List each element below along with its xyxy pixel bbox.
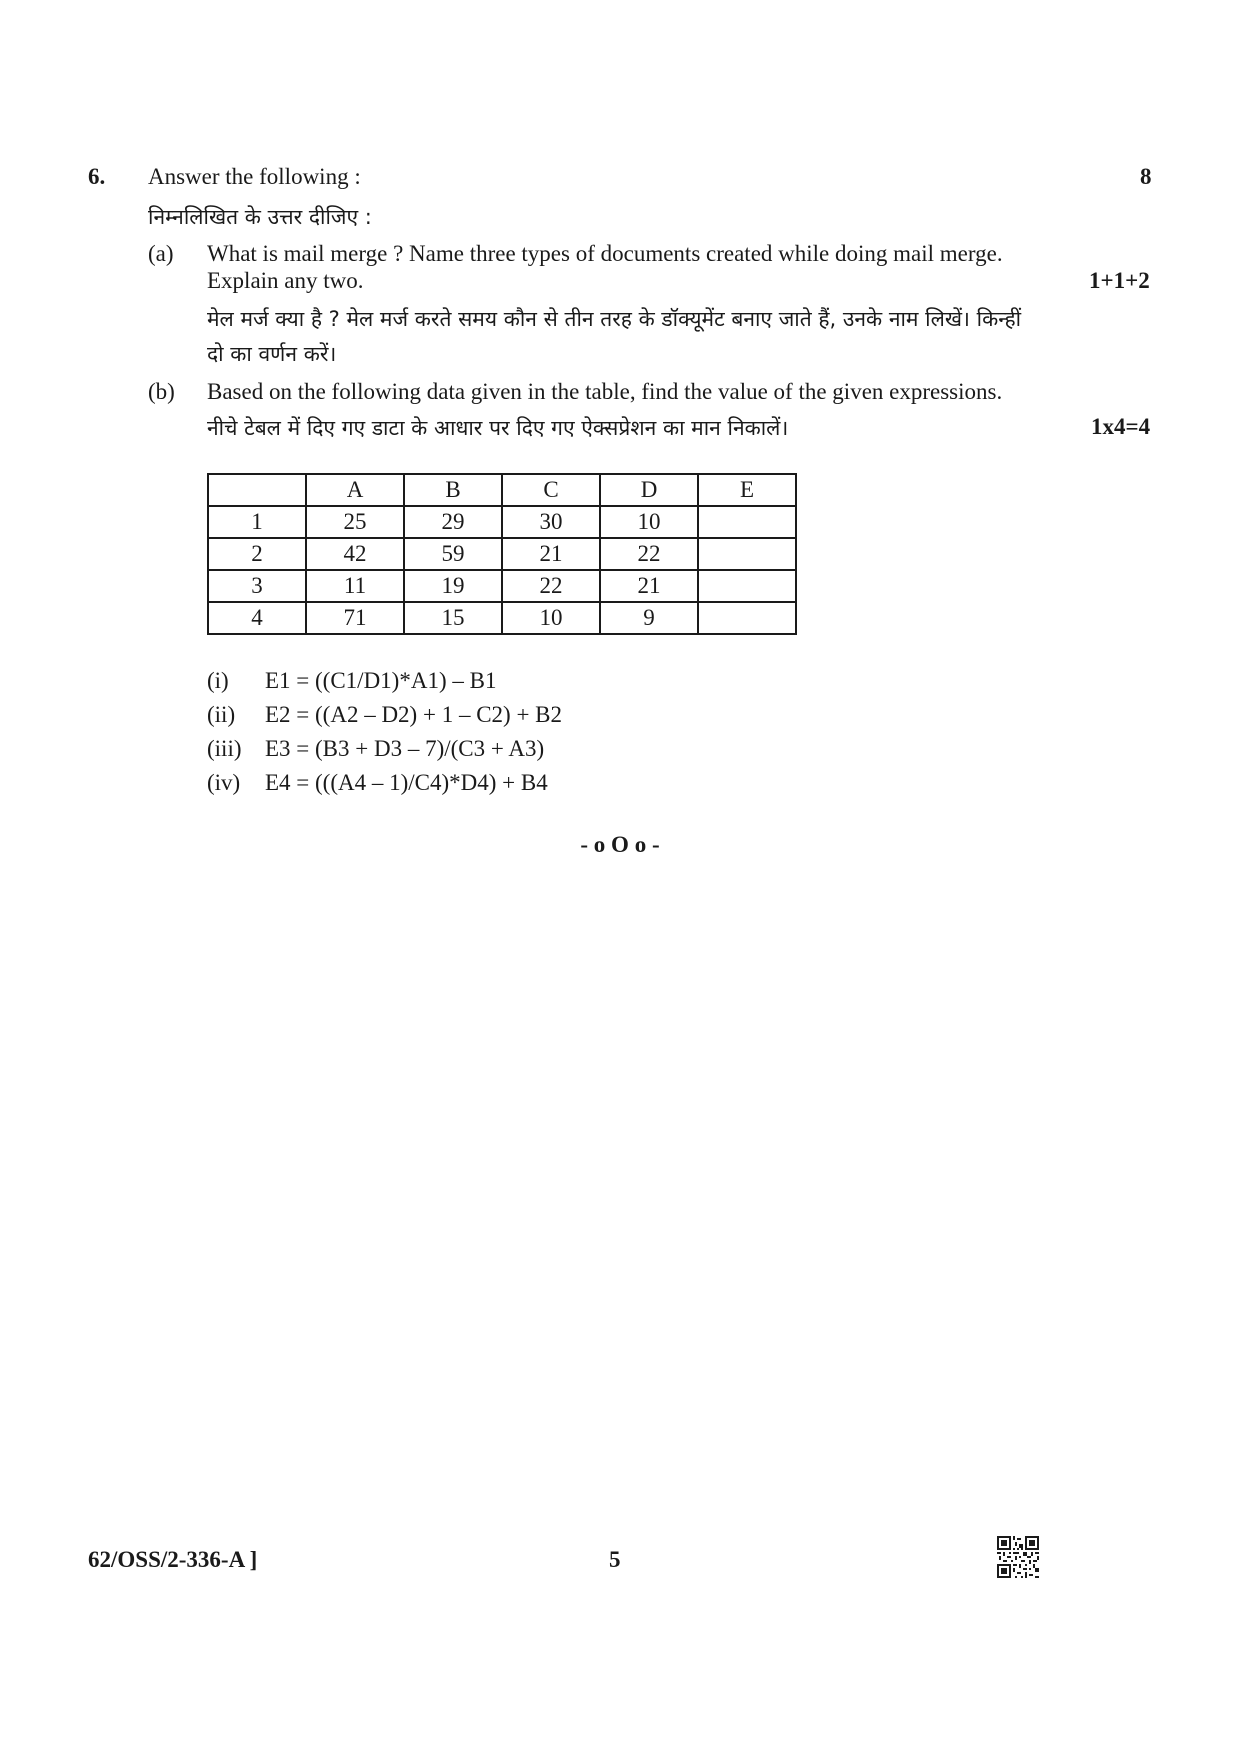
table-cell: 30: [502, 506, 600, 538]
question-title-en: Answer the following :: [148, 164, 361, 189]
expression-label: (i): [207, 668, 229, 693]
table-header-cell: E: [698, 474, 796, 506]
table-cell: 2: [208, 538, 306, 570]
question-number: 6.: [88, 164, 106, 189]
part-b-marks: 1x4=4: [1091, 414, 1151, 439]
table-cell: 22: [600, 538, 698, 570]
table-row: [208, 602, 796, 634]
table-row: [208, 506, 796, 538]
page-number: 5: [609, 1547, 621, 1572]
table-cell: 3: [208, 570, 306, 602]
expression-item: [207, 698, 562, 732]
table-cell: 71: [306, 602, 404, 634]
part-a-text-hi-line2: दो का वर्णन करें।: [207, 342, 337, 366]
table-cell: 9: [600, 602, 698, 634]
table-cell: 1: [208, 506, 306, 538]
paper-code: 62/OSS/2-336-A ]: [88, 1547, 258, 1572]
expression-text: E2 = ((A2 – D2) + 1 – C2) + B2: [265, 702, 563, 727]
expression-item: [207, 732, 562, 766]
table-cell: 10: [502, 602, 600, 634]
table-header-cell: B: [404, 474, 502, 506]
expression-label: (iii): [207, 736, 242, 761]
expression-label: (ii): [207, 702, 236, 727]
table-header-row: [208, 474, 796, 506]
part-b-text-en-line1: Based on the following data given in the table, find the value of the given expressions.: [207, 379, 1003, 404]
part-a-text-hi-line1: मेल मर्ज क्या है ? मेल मर्ज करते समय कौन से तीन तरह के डॉक्यूमेंट बनाए जाते हैं, उनके नाम लिखें। किन्हीं: [207, 307, 1022, 331]
end-of-paper-mark: - o O o -: [580, 832, 660, 857]
question-marks: 8: [1140, 164, 1152, 189]
expression-list: [207, 664, 562, 800]
part-b-label: (b): [148, 379, 175, 404]
table-cell: 11: [306, 570, 404, 602]
table-row: [208, 538, 796, 570]
table-cell: 15: [404, 602, 502, 634]
table-cell: [698, 538, 796, 570]
table-header-cell: [208, 474, 306, 506]
part-a-marks: 1+1+2: [1089, 268, 1150, 293]
table-cell: 22: [502, 570, 600, 602]
table-cell: [698, 570, 796, 602]
data-table: [207, 473, 797, 635]
expression-text: E3 = (B3 + D3 – 7)/(C3 + A3): [265, 736, 545, 761]
expression-text: E4 = (((A4 – 1)/C4)*D4) + B4: [265, 770, 548, 795]
table-cell: 21: [600, 570, 698, 602]
table-cell: 42: [306, 538, 404, 570]
table-header-cell: D: [600, 474, 698, 506]
table-cell: 10: [600, 506, 698, 538]
table-cell: 19: [404, 570, 502, 602]
expression-item: [207, 766, 562, 800]
part-a-label: (a): [148, 241, 174, 266]
table-header-cell: C: [502, 474, 600, 506]
expression-item: [207, 664, 562, 698]
table-cell: 59: [404, 538, 502, 570]
table-cell: [698, 506, 796, 538]
part-a-text-en-line2: Explain any two.: [207, 268, 364, 293]
question-title-hi: निम्नलिखित के उत्तर दीजिए :: [148, 205, 372, 229]
table-cell: 4: [208, 602, 306, 634]
qr-code-icon: [997, 1536, 1039, 1578]
table-row: [208, 570, 796, 602]
part-b-text-hi-line1: नीचे टेबल में दिए गए डाटा के आधार पर दिए गए ऐक्सप्रेशन का मान निकालें।: [207, 416, 789, 440]
part-a-text-en-line1: What is mail merge ? Name three types of documents created while doing mail merge.: [207, 241, 1003, 266]
table-cell: 25: [306, 506, 404, 538]
table-cell: 29: [404, 506, 502, 538]
expression-label: (iv): [207, 770, 241, 795]
expression-text: E1 = ((C1/D1)*A1) – B1: [265, 668, 497, 693]
table-header-cell: A: [306, 474, 404, 506]
table-cell: 21: [502, 538, 600, 570]
table-cell: [698, 602, 796, 634]
